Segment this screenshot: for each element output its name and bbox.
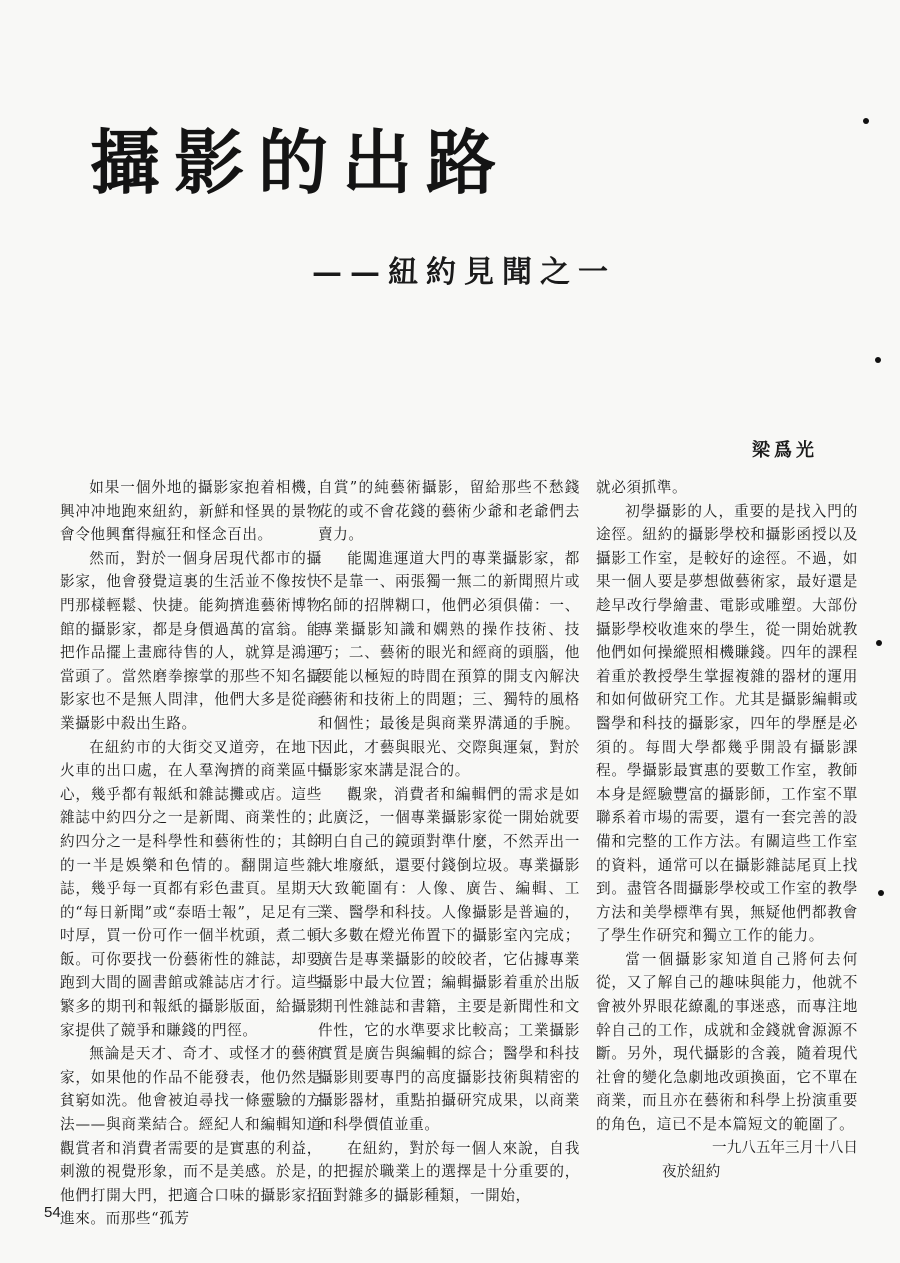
paragraph: 能闖進運道大門的專業攝影家，都不是靠一、兩張獨一無二的新聞照片或名師的招牌糊口，他們必須俱備：一、專業攝影知識和嫻熟的操作技術、技巧；二、藝術的眼光和經商的頭腦，他要能以極短的時間在預算的開支內解決藝術和技術上的問題；三、獨特的風格和個性；最後是與商業界溝通的手腕。因此，才藝與眼光、交際與運氣，對於攝影家來講是混合的。 (318, 549, 580, 780)
paragraph: 無論是天才、奇才、或怪才的藝術家，如果他的作品不能發表，他仍然是貧窮如洗。他會被迫尋找一條靈驗的方法——與商業結合。經紀人和編輯知道觀賞者和消費者需要的是實惠的利益，刺激的視覺形象，而不是美感。於是，他們打開大門，把適合口味的攝影家招進來。而那些“孤芳 (60, 1045, 322, 1228)
scan-speck (876, 640, 882, 646)
author-byline: 梁爲光 (752, 440, 818, 461)
text-column-1 (60, 476, 322, 1231)
text-column-3 (596, 476, 858, 1137)
scan-speck (878, 890, 884, 896)
article-subtitle: ——紐約見聞之一 (312, 255, 616, 290)
paragraph: 如果一個外地的攝影家抱着相機，興冲冲地跑來紐約，新鮮和怪異的景物會令他興奮得瘋狂和怪念百出。 (60, 479, 322, 544)
scan-speck (863, 118, 869, 124)
paragraph: 在紐約，對於每一個人來說，自我的把握於職業上的選擇是十分重要的，面對雜多的攝影種類，一開始， (318, 1139, 580, 1204)
paragraph: 初學攝影的人，重要的是找入門的途徑。紐約的攝影學校和攝影函授以及攝影工作室，是較好的途徑。不過，如果一個人要是夢想做藝術家，最好還是趁早改行學繪畫、電影或雕塑。大部份攝影學校收進來的學生，從一開始就教他們如何操縱照相機賺錢。四年的課程着重於教授學生掌握複雜的器材的運用和如何做研究工作。尤其是攝影編輯或醫學和科技的攝影家，四年的學歷是必須的。每間大學都幾乎開設有攝影課程。學攝影最實惠的要數工作室，教師本身是經驗豐富的攝影師，工作室不單聯系着市場的需要，還有一套完善的設備和完整的工作方法。有關這些工作室的資料，通常可以在攝影雜誌尾頁上找到。盡管各間攝影學校或工作室的教學方法和美學標準有異，無疑他們都教會了學生作研究和獨立工作的能力。 (596, 502, 858, 945)
paragraph: 然而，對於一個身居現代都市的攝影家，他會發覺這裏的生活並不像按快門那樣輕鬆、快捷。能夠擠進藝術博物館的攝影家，都是身價過萬的富翁。能把作品擺上畫廊待售的人，就算是鴻運當頭了。當然磨拳擦掌的那些不知名攝影家也不是無人問津，他們大多是從商業攝影中殺出生路。 (60, 549, 322, 732)
place-text: 夜於紐約 (662, 1163, 721, 1180)
paragraph-continued: 自賞”的純藝術攝影，留給那些不愁錢花的或不會花錢的藝術少爺和老爺們去賣力。 (318, 479, 580, 544)
page-number: 54 (44, 1204, 61, 1221)
text-column-2 (318, 476, 580, 1207)
paragraph: 在紐約市的大街交叉道旁，在地下火車的出口處，在人羣洶擠的商業區中心，幾乎都有報紙和雜誌攤或店。這些雜誌中約四分之一是新聞、商業性的；約四分之一是科學性和藝術性的；其餘的一半是娛樂和色情的。翻開這些雜誌，幾乎每一頁都有彩色畫頁。星期天的“每日新聞”或“泰晤士報”，足足有三吋厚，買一份可作一個半枕頭，煮二頓飯。可你要找一份藝術性的雜誌，却要跑到大間的圖書館或雜誌店才行。這些繁多的期刊和報紙的攝影版面，給攝影家提供了競爭和賺錢的門徑。 (60, 738, 322, 1039)
date-text: 一九八五年三月十八日 (712, 1139, 858, 1156)
scan-speck (875, 357, 881, 363)
paragraph: 觀衆，消費者和編輯們的需求是如此廣泛，一個專業攝影家從一開始就要明白自己的鏡頭對準什麼，不然弄出一大堆廢紙，還要付錢倒垃圾。專業攝影大致範圍有：人像、廣告、編輯、工業、醫學和科技。人像攝影是普遍的，大多數在燈光佈置下的攝影室內完成；廣告是專業攝影的皎皎者，它佔據專業攝影中最大位置；編輯攝影着重於出版期刊性雜誌和書籍，主要是新聞性和文件性，它的水準要求比較高；工業攝影實質是廣告與編輯的綜合；醫學和科技攝影則要專門的高度攝影技術與精密的攝影器材，重點拍攝研究成果，以商業和科學價值並重。 (318, 785, 580, 1134)
article-title: 攝影的出路 (90, 121, 510, 204)
paragraph-continued: 就必須抓準。 (596, 479, 688, 496)
paragraph: 當一個攝影家知道自己將何去何從，又了解自己的趣味與能力，他就不會被外界眼花繚亂的事迷惑，而專注地幹自己的工作，成就和金錢就會源源不斷。另外，現代攝影的含義，隨着現代社會的變化急劇地改頭換面，它不單在商業，而且亦在藝術和科學上扮演重要的角色，這已不是本篇短文的範圍了。 (596, 950, 858, 1134)
dateline (596, 1136, 858, 1184)
